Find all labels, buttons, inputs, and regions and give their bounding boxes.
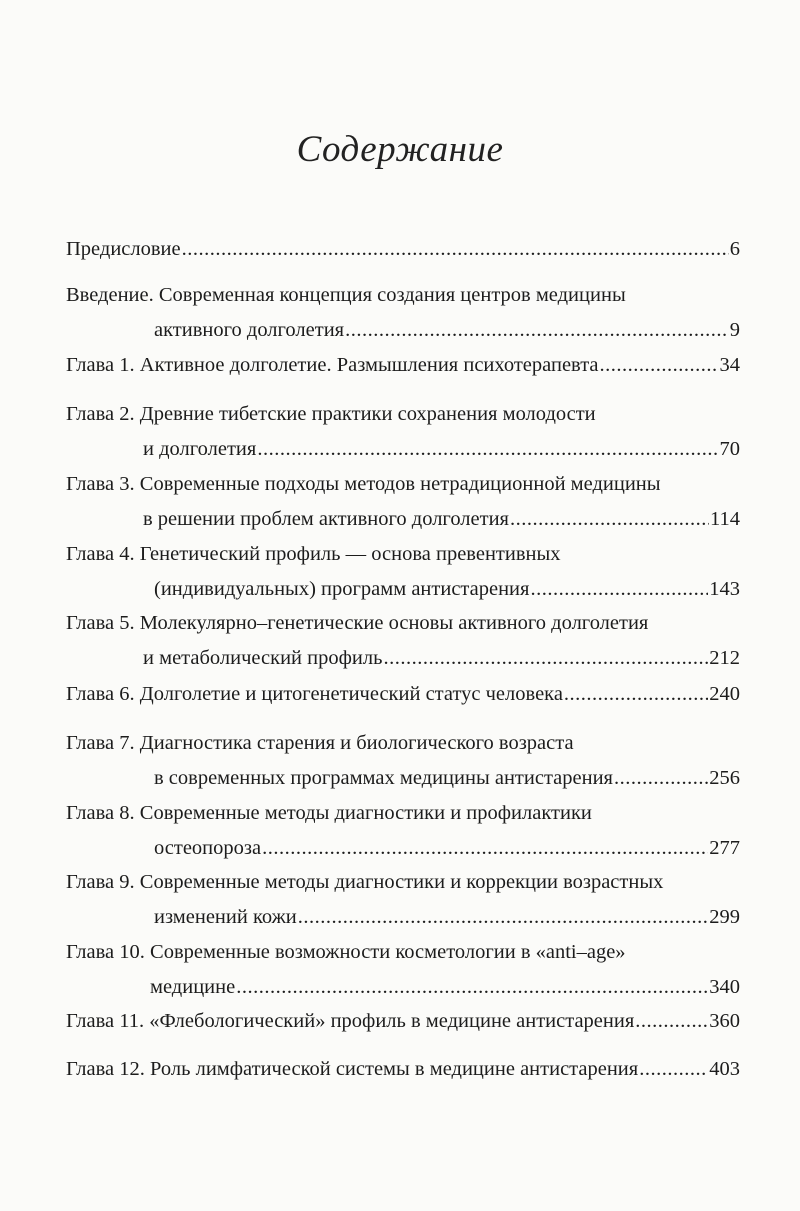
- toc-entry-text: Глава 3. Современные подходы методов нетрадиционной медицины: [66, 473, 661, 495]
- dot-leader: [262, 831, 708, 866]
- toc-entry-text: в современных программах медицины антистарения: [154, 767, 613, 789]
- dot-leader: [600, 348, 719, 383]
- toc-page-number: 277: [709, 837, 740, 859]
- toc-entry[interactable]: [0, 278, 800, 348]
- toc-entry[interactable]: [0, 232, 800, 267]
- toc-entry[interactable]: [0, 1004, 800, 1039]
- dot-leader: [614, 761, 708, 796]
- toc-entry[interactable]: [0, 397, 800, 467]
- toc-entry-text: Предисловие: [66, 238, 181, 260]
- dot-leader: [345, 313, 729, 348]
- toc-page-number: 340: [709, 976, 740, 998]
- dot-leader: [530, 572, 708, 607]
- toc-page-number: 34: [719, 354, 740, 376]
- toc-entry[interactable]: [0, 677, 800, 712]
- toc-entry-text: (индивидуальных) программ антистарения: [154, 578, 530, 600]
- toc-page-number: 143: [709, 578, 740, 600]
- toc-entry[interactable]: [0, 796, 800, 866]
- toc-entry-text: Глава 2. Древние тибетские практики сохранения молодости: [66, 403, 596, 425]
- toc-entry-text: Глава 6. Долголетие и цитогенетический статус человека: [66, 683, 563, 705]
- toc-entry[interactable]: [0, 726, 800, 796]
- toc-page-number: 114: [710, 508, 740, 530]
- dot-leader: [298, 900, 709, 935]
- dot-leader: [182, 232, 729, 267]
- dot-leader: [510, 502, 709, 537]
- dot-leader: [635, 1004, 708, 1039]
- toc-entry-text: Глава 10. Современные возможности косметологии в «anti–age»: [66, 941, 626, 963]
- toc-entry[interactable]: [0, 606, 800, 676]
- toc-page-number: 212: [709, 647, 740, 669]
- toc-entry-text: в решении проблем активного долголетия: [143, 508, 509, 530]
- toc-page-number: 256: [709, 767, 740, 789]
- toc-page-number: 240: [709, 683, 740, 705]
- toc-entry[interactable]: [0, 467, 800, 537]
- toc-entry[interactable]: [0, 865, 800, 935]
- toc-entry-text: Глава 11. «Флебологический» профиль в медицине антистарения: [66, 1010, 635, 1032]
- dot-leader: [236, 970, 708, 1005]
- dot-leader: [564, 677, 708, 712]
- toc-entry-text: Глава 5. Молекулярно–генетические основы активного долголетия: [66, 612, 649, 634]
- toc-entry[interactable]: [0, 935, 800, 1005]
- toc-entry-text: Введение. Современная концепция создания центров медицины: [66, 284, 626, 306]
- toc-entry-text: изменений кожи: [154, 906, 297, 928]
- toc-entry-text: Глава 8. Современные методы диагностики и профилактики: [66, 802, 592, 824]
- page-title: Содержание: [296, 129, 504, 170]
- toc-entry-text: Глава 4. Генетический профиль — основа превентивных: [66, 543, 561, 565]
- toc-entry-text: медицине: [150, 976, 236, 998]
- toc-page-number: 70: [719, 438, 740, 460]
- toc-page-number: 9: [729, 319, 740, 341]
- dot-leader: [383, 641, 708, 676]
- dot-leader: [639, 1052, 708, 1087]
- toc-page-number: 299: [709, 906, 740, 928]
- toc-entry-text: Глава 12. Роль лимфатической системы в медицине антистарения: [66, 1058, 639, 1080]
- toc-entry[interactable]: [0, 537, 800, 607]
- toc-entry-text: Глава 1. Активное долголетие. Размышления психотерапевта: [66, 354, 599, 376]
- toc-entry-text: Глава 9. Современные методы диагностики и коррекции возрастных: [66, 871, 664, 893]
- toc-entry-text: и метаболический профиль: [143, 647, 383, 669]
- toc-entry-text: и долголетия: [143, 438, 257, 460]
- dot-leader: [257, 432, 718, 467]
- toc-entry-text: активного долголетия: [154, 319, 345, 341]
- toc-entry[interactable]: [0, 348, 800, 383]
- toc-page-number: 6: [729, 238, 740, 260]
- toc-entry-text: Глава 7. Диагностика старения и биологического возраста: [66, 732, 574, 754]
- toc-entry[interactable]: [0, 1052, 800, 1087]
- toc-page-number: 403: [709, 1058, 740, 1080]
- toc-entry-text: остеопороза: [154, 837, 262, 859]
- toc-page-number: 360: [709, 1010, 740, 1032]
